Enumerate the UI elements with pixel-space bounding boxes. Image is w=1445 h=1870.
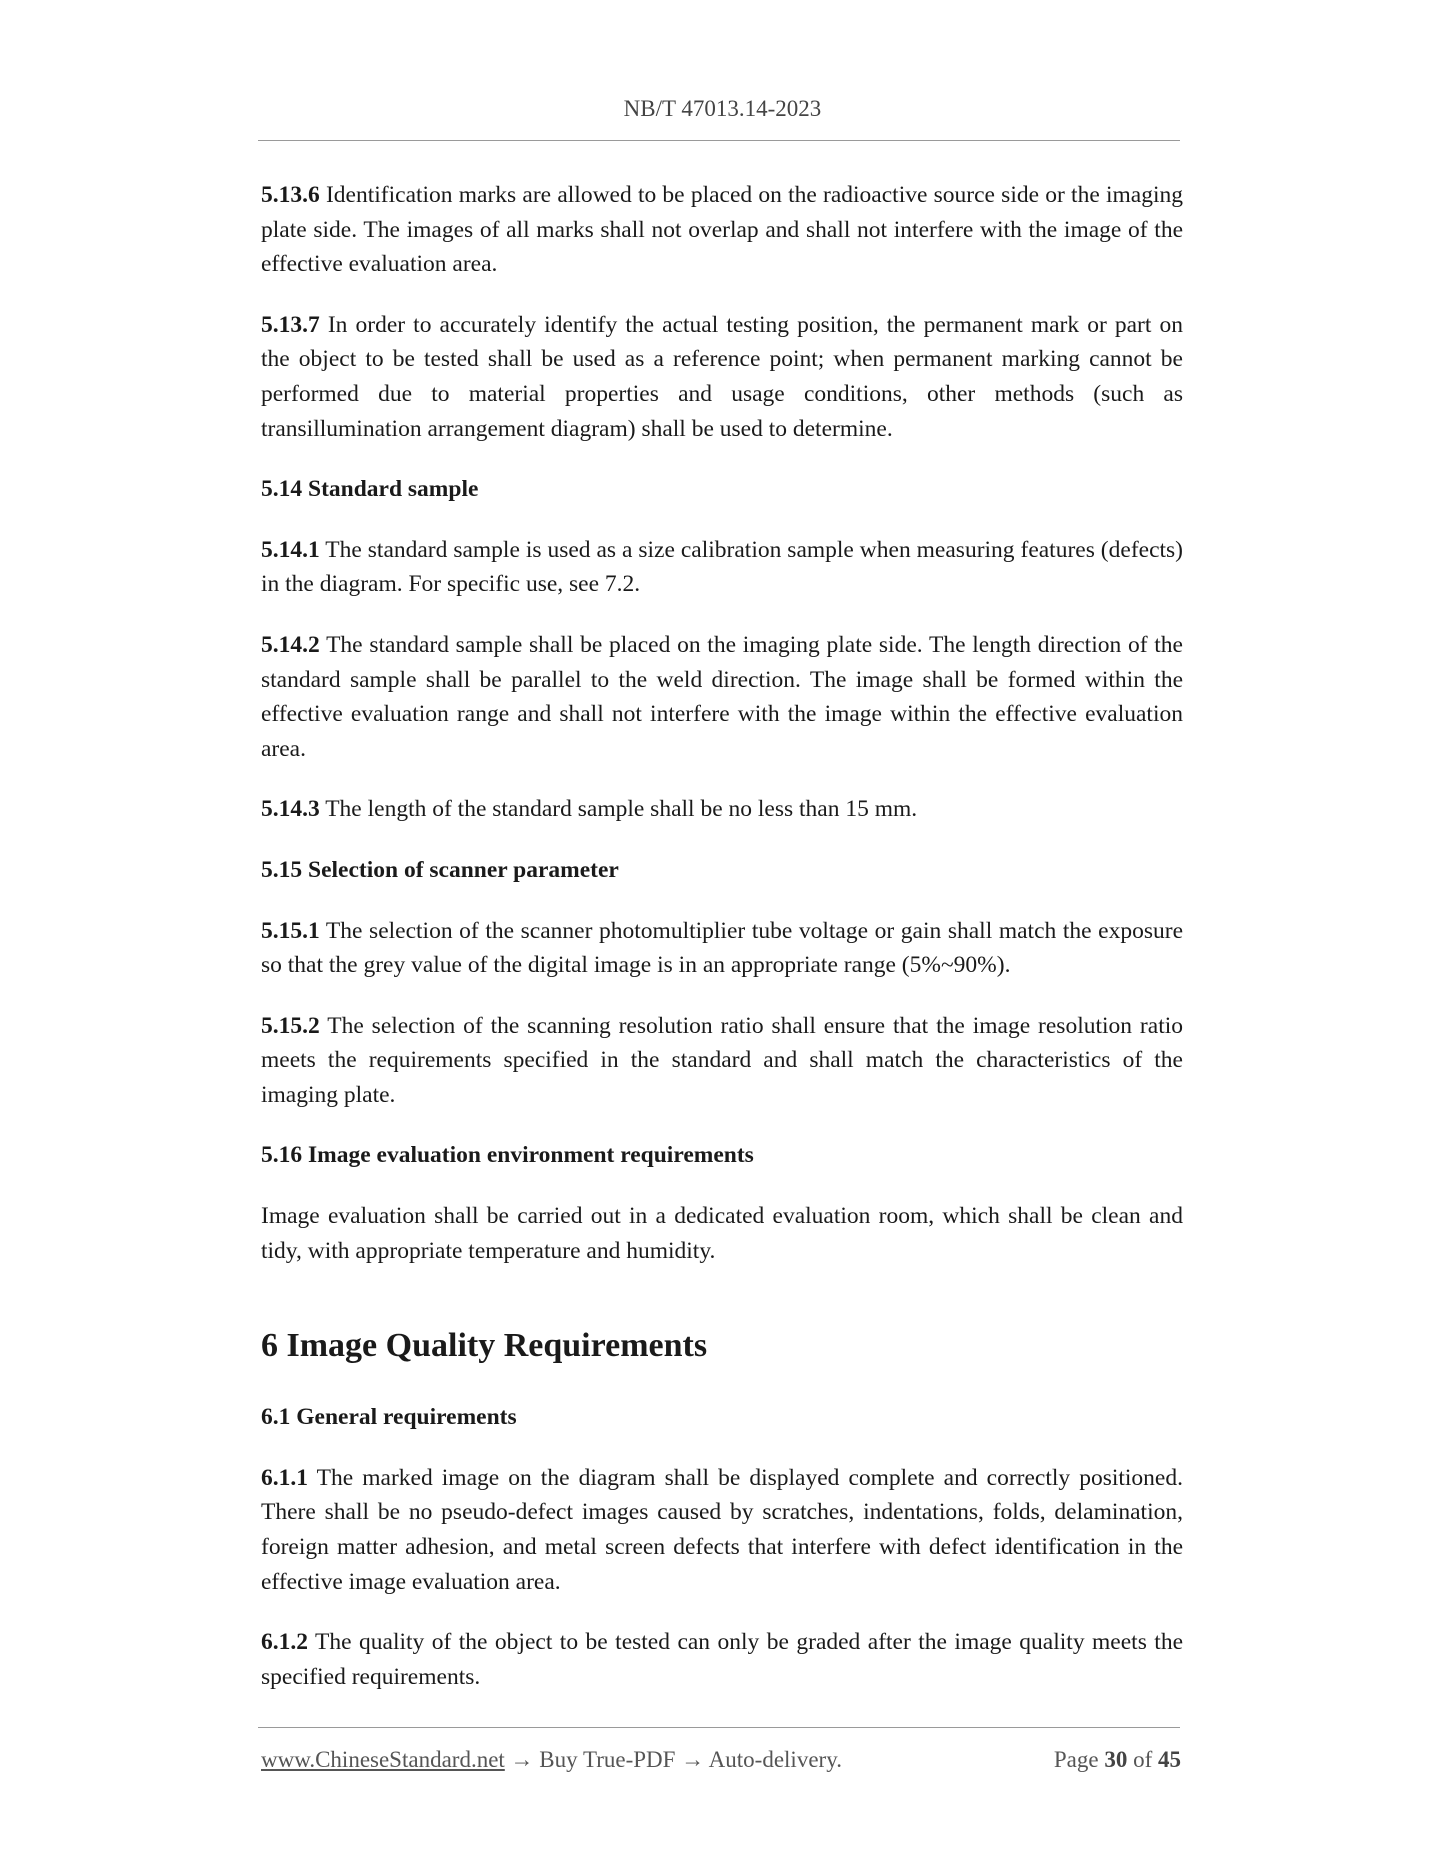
page-total: 45 <box>1158 1747 1181 1772</box>
clause-6-1-2 <box>261 1625 1183 1694</box>
clause-number: 6.1.2 <box>261 1629 308 1656</box>
clause-number: 5.15.2 <box>261 1012 320 1039</box>
auto-delivery-text: Auto-delivery. <box>708 1747 842 1772</box>
footer-promo <box>261 1747 842 1773</box>
header-divider <box>258 140 1180 141</box>
clause-number: 5.13.6 <box>261 182 320 208</box>
document-body <box>261 178 1183 1720</box>
clause-text: The marked image on the diagram shall be displayed complete and correctly positioned. There shall be no pseudo-defect images caused by scratches, indentations, folds, delamination, foreign matter adhesion, and metal screen defects that interfere with defect identification in the effective image evaluation area. <box>261 1464 1183 1595</box>
clause-5-13-7 <box>261 308 1183 446</box>
clause-number: 5.15.1 <box>261 917 320 944</box>
paragraph-5-16: Image evaluation shall be carried out in a dedicated evaluation room, which shall be clean and tidy, with appropriate temperature and humidity. <box>261 1203 1183 1264</box>
clause-5-14-3 <box>261 792 1183 827</box>
buy-pdf-text: Buy True-PDF <box>539 1747 676 1772</box>
clause-text: The quality of the object to be tested can only be graded after the image quality meets the specified requirements. <box>261 1629 1183 1690</box>
clause-text: The standard sample shall be placed on the imaging plate side. The length direction of the standard sample shall be parallel to the weld direction. The image shall be formed within the effective evaluation range and shall not interfere with the image within the effective evaluation area. <box>261 631 1183 762</box>
chapter-heading-6: 6 Image Quality Requirements <box>261 1327 708 1365</box>
arrow-right-icon: → <box>681 1747 705 1772</box>
clause-text: In order to accurately identify the actual testing position, the permanent mark or part on the object to be tested shall be used as a reference point; when permanent marking cannot be performed due to material properties and usage conditions, other methods (such as transillumination arrangement diagram) shall be used to determine. <box>261 311 1183 442</box>
clause-text: Identification marks are allowed to be placed on the radioactive source side or the imaging plate side. The images of all marks shall not overlap and shall not interfere with the image of the effective evaluation area. <box>261 182 1183 278</box>
clause-text: The length of the standard sample shall be no less than 15 mm. <box>325 796 918 823</box>
footer-divider <box>258 1727 1180 1728</box>
clause-text: The selection of the scanning resolution ratio shall ensure that the image resolution ratio meets the requirements specified in the standard and shall match the characteristics of the imaging plate. <box>261 1012 1183 1108</box>
clause-5-15-2 <box>261 1009 1183 1113</box>
clause-number: 5.14.2 <box>261 631 320 658</box>
page-current: 30 <box>1104 1747 1128 1772</box>
section-heading-5-15: 5.15 Selection of scanner parameter <box>261 856 619 883</box>
arrow-right-icon: → <box>510 1747 534 1772</box>
clause-text: The standard sample is used as a size calibration sample when measuring features (defects) in the diagram. For specific use, see 7.2. <box>261 536 1183 598</box>
clause-5-14-1 <box>261 533 1183 602</box>
clause-5-14-2 <box>261 628 1183 766</box>
website-link[interactable]: www.ChineseStandard.net <box>261 1747 505 1772</box>
section-heading-5-14: 5.14 Standard sample <box>261 476 479 503</box>
page-of: of <box>1133 1747 1153 1772</box>
clause-6-1-1 <box>261 1461 1183 1599</box>
section-heading-6-1: 6.1 General requirements <box>261 1404 517 1431</box>
clause-5-15-1 <box>261 914 1183 983</box>
page-label: Page <box>1053 1747 1099 1772</box>
page-number <box>1054 1747 1181 1773</box>
clause-number: 5.14.3 <box>261 796 320 823</box>
clause-number: 5.13.7 <box>261 311 320 338</box>
document-header-title: NB/T 47013.14-2023 <box>623 96 822 121</box>
page-footer <box>261 1747 1181 1773</box>
section-heading-5-16: 5.16 Image evaluation environment requirements <box>261 1142 754 1169</box>
clause-number: 5.14.1 <box>261 536 320 563</box>
clause-number: 6.1.1 <box>261 1464 308 1491</box>
clause-5-13-6 <box>261 178 1183 282</box>
clause-text: The selection of the scanner photomultiplier tube voltage or gain shall match the exposure so that the grey value of the digital image is in an appropriate range (5%~90%). <box>261 917 1183 979</box>
